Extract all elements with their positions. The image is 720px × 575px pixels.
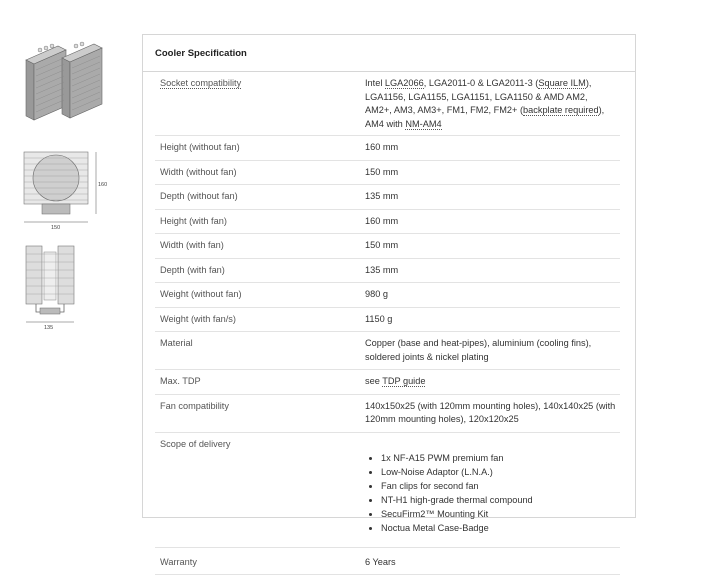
- table-row: [155, 234, 620, 259]
- dim-width-label: 150: [51, 225, 61, 230]
- table-row: [155, 432, 620, 547]
- spec-label: Fan compatibility: [155, 394, 360, 432]
- list-item: • SecuFirm2™ Mounting Kit: [381, 507, 616, 521]
- spec-label: Depth (without fan): [155, 185, 360, 210]
- spec-label: Depth (with fan): [155, 258, 360, 283]
- spec-label: Material: [155, 332, 360, 370]
- list-item: • Fan clips for second fan: [381, 479, 616, 493]
- spec-label: Height (with fan): [155, 209, 360, 234]
- list-item: • Noctua Metal Case-Badge: [381, 521, 616, 535]
- spec-value: [360, 72, 620, 136]
- list-item: • 1x NF-A15 PWM premium fan: [381, 451, 616, 465]
- table-row: [155, 394, 620, 432]
- socket-text: ), LGA1156, LGA1155, LGA1151, LGA1150 & AMD AM2, AM2+, AM3, AM3+, FM1, FM2, FM2+ (: [365, 78, 592, 115]
- spec-label: Width (with fan): [155, 234, 360, 259]
- table-row: [155, 160, 620, 185]
- dim-depth-label: 135: [44, 325, 54, 330]
- spec-label: Max. TDP: [155, 370, 360, 395]
- table-row: [155, 332, 620, 370]
- backplate-required-link[interactable]: backplate required: [523, 105, 599, 115]
- spec-value: 1150 g: [360, 307, 620, 332]
- cooler-spec-panel: [142, 34, 636, 567]
- cooler-side-dims-thumbnail[interactable]: [18, 242, 108, 330]
- table-row: [155, 547, 620, 575]
- lga2066-link[interactable]: LGA2066: [384, 78, 424, 88]
- spec-value: [360, 370, 620, 395]
- table-row: [155, 258, 620, 283]
- dim-height-label: 160: [98, 182, 108, 188]
- table-row: [155, 72, 620, 136]
- list-item: • NT-H1 high-grade thermal compound: [381, 493, 616, 507]
- spec-value: 150 mm: [360, 160, 620, 185]
- cooler-front-dims-thumbnail[interactable]: [18, 148, 108, 230]
- spec-table: [155, 72, 620, 575]
- spec-label: Weight (without fan): [155, 283, 360, 308]
- tdp-guide-link[interactable]: TDP guide: [382, 376, 426, 386]
- spec-value: 135 mm: [360, 258, 620, 283]
- socket-text: , LGA2011-0 & LGA2011-3 (: [423, 78, 539, 88]
- scope-list: [365, 451, 616, 535]
- tdp-prefix: see: [365, 376, 383, 386]
- table-row: [155, 283, 620, 308]
- socket-text: ), AM4 with: [365, 105, 605, 129]
- spec-value: 6 Years: [360, 547, 620, 575]
- table-row: [155, 185, 620, 210]
- spec-label: Height (without fan): [155, 136, 360, 161]
- spec-value: 150 mm: [360, 234, 620, 259]
- spec-value: Copper (base and heat-pipes), aluminium (cooling fins), soldered joints & nickel plating: [360, 332, 620, 370]
- spec-value: 140x150x25 (with 120mm mounting holes), 140x140x25 (with 120mm mounting holes), 120x120x25: [360, 394, 620, 432]
- panel-title: Cooler Specification: [155, 48, 247, 59]
- square-ilm-link[interactable]: Square ILM: [538, 78, 586, 88]
- table-row: [155, 307, 620, 332]
- spec-label: Scope of delivery: [155, 432, 360, 547]
- list-item: • Low-Noise Adaptor (L.N.A.): [381, 465, 616, 479]
- spec-value: 980 g: [360, 283, 620, 308]
- spec-value: 160 mm: [360, 209, 620, 234]
- spec-label: Weight (with fan/s): [155, 307, 360, 332]
- table-row: [155, 370, 620, 395]
- spec-label: Width (without fan): [155, 160, 360, 185]
- socket-text: Intel: [365, 78, 385, 88]
- spec-value: 160 mm: [360, 136, 620, 161]
- cooler-perspective-thumbnail[interactable]: [18, 40, 108, 126]
- spec-label: Warranty: [155, 547, 360, 575]
- table-row: [155, 209, 620, 234]
- socket-compatibility-label[interactable]: Socket compatibility: [160, 78, 242, 88]
- table-row: [155, 136, 620, 161]
- spec-label: [155, 72, 360, 136]
- spec-value: [360, 432, 620, 547]
- spec-value: 135 mm: [360, 185, 620, 210]
- nm-am4-link[interactable]: NM-AM4: [405, 118, 442, 129]
